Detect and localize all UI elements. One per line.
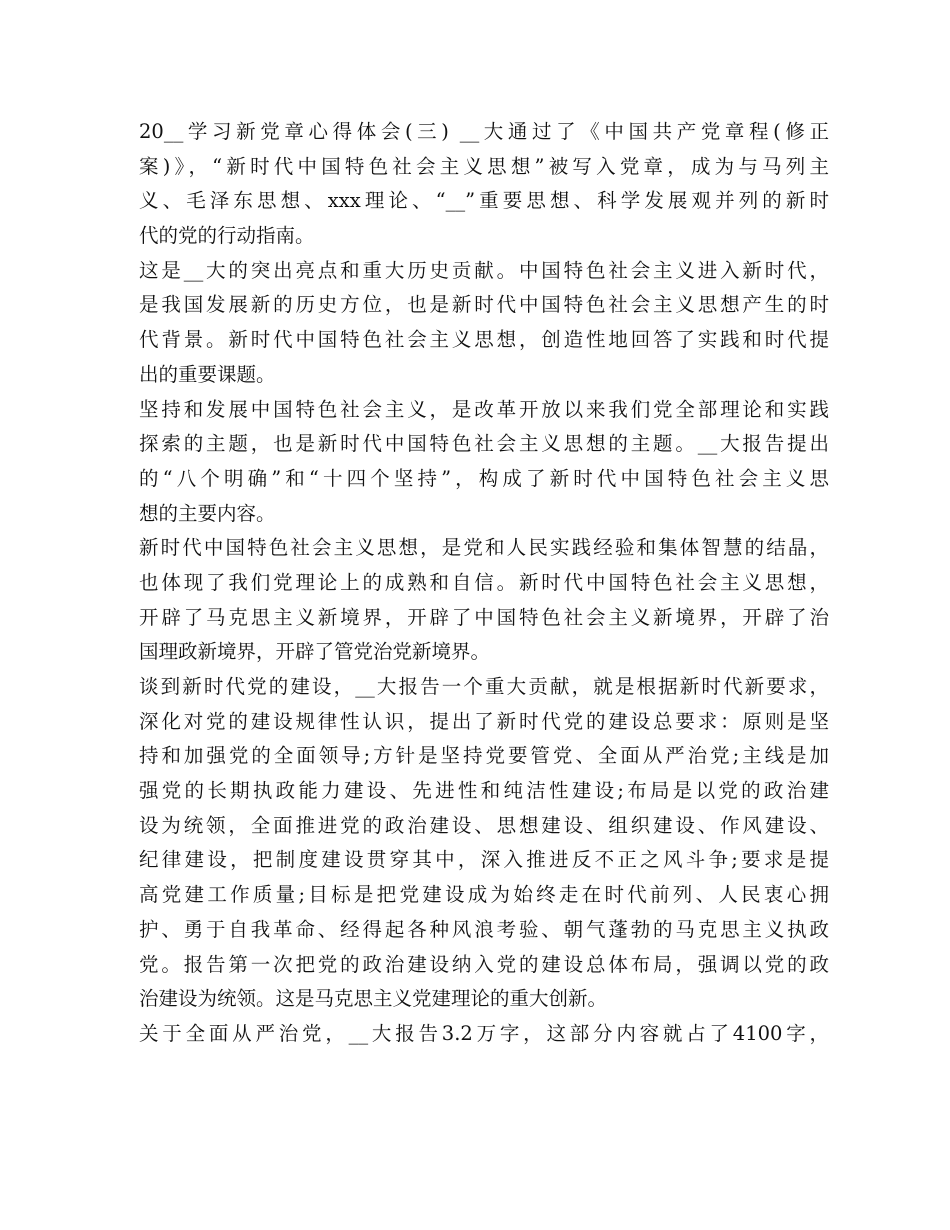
text-line: 关于全面从严治党，__大报告3.2万字，这部分内容就占了4100字， [139,1021,829,1045]
text-line: 出的重要课题。 [139,362,276,386]
text-line: 坚持和发展中国特色社会主义，是改革开放以来我们党全部理论和实践 [139,397,829,421]
document-body [139,115,829,1052]
text-line: 护、勇于自我革命、经得起各种风浪考验、朝气蓬勃的马克思主义执政 [139,917,829,941]
text-line: 案)》，“新时代中国特色社会主义思想”被写入党章，成为与马列主 [139,154,829,178]
text-line: 纪律建设，把制度建设贯穿其中，深入推进反不正之风斗争;要求是提 [139,848,829,872]
text-line: 想的主要内容。 [139,501,276,525]
text-line: 这是__大的突出亮点和重大历史贡献。中国特色社会主义进入新时代， [139,258,829,282]
text-line: 持和加强党的全面领导;方针是坚持党要管党、全面从严治党;主线是加 [139,744,829,768]
text-line: 的“八个明确”和“十四个坚持”，构成了新时代中国特色社会主义思 [139,466,829,490]
text-line: 义、毛泽东思想、xxx理论、“__”重要思想、科学发展观并列的新时 [139,189,829,213]
text-line: 设为统领，全面推进党的政治建设、思想建设、组织建设、作风建设、 [139,813,829,837]
text-line: 开辟了马克思主义新境界，开辟了中国特色社会主义新境界，开辟了治 [139,605,829,629]
text-line: 代的党的行动指南。 [139,224,315,248]
text-line: 高党建工作质量;目标是把党建设成为始终走在时代前列、人民衷心拥 [139,883,829,907]
text-line: 治建设为统领。这是马克思主义党建理论的重大创新。 [139,987,608,1011]
text-line: 是我国发展新的历史方位，也是新时代中国特色社会主义思想产生的时 [139,293,829,317]
text-line: 20__学习新党章心得体会(三) __大通过了《中国共产党章程(修正 [139,120,829,143]
text-line: 党。报告第一次把党的政治建设纳入党的建设总体布局，强调以党的政 [139,952,829,976]
text-line: 深化对党的建设规律性认识，提出了新时代党的建设总要求：原则是坚 [139,709,829,733]
text-line: 强党的长期执政能力建设、先进性和纯洁性建设;布局是以党的政治建 [139,779,829,803]
text-line: 代背景。新时代中国特色社会主义思想，创造性地回答了实践和时代提 [139,328,829,352]
text-line: 国理政新境界，开辟了管党治党新境界。 [139,640,491,664]
text-line: 也体现了我们党理论上的成熟和自信。新时代中国特色社会主义思想， [139,570,829,594]
text-line: 探索的主题，也是新时代中国特色社会主义思想的主题。__大报告提出 [139,432,829,456]
text-line: 谈到新时代党的建设，__大报告一个重大贡献，就是根据新时代新要求， [139,675,829,698]
text-line: 新时代中国特色社会主义思想，是党和人民实践经验和集体智慧的结晶， [139,536,829,560]
